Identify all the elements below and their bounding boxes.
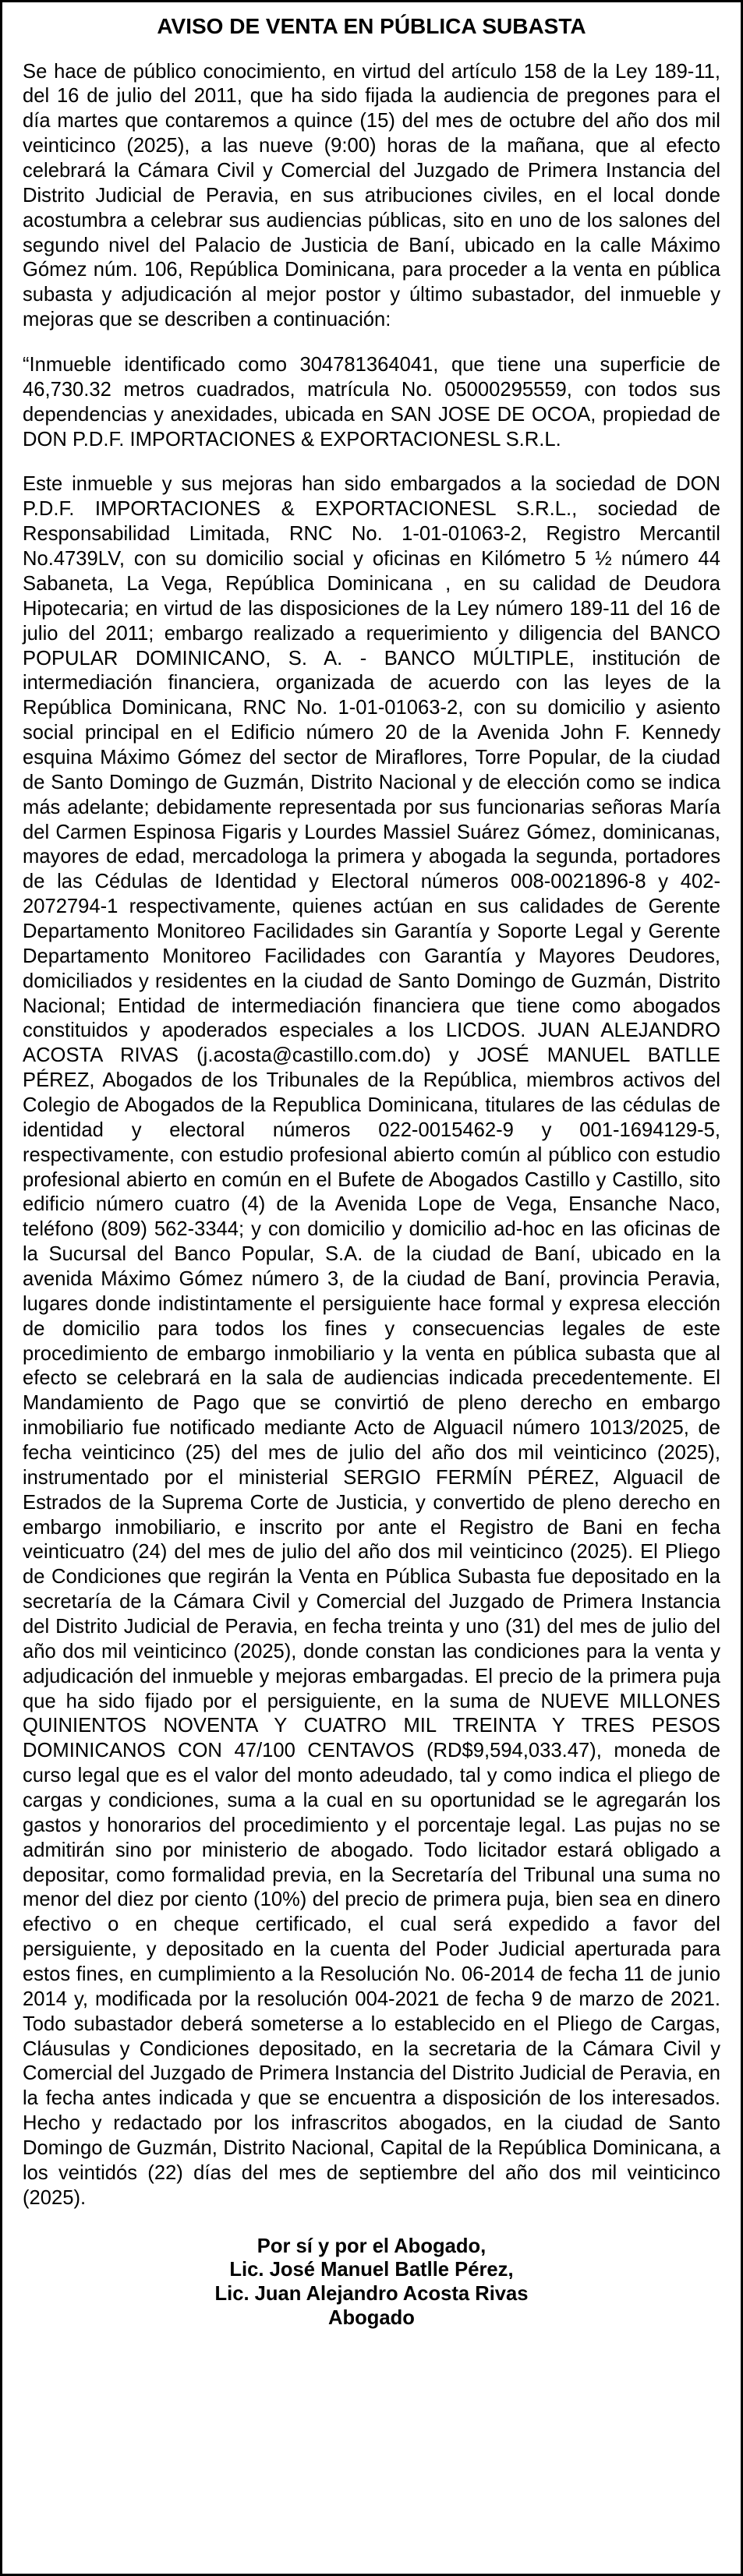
notice-paragraph-property: “Inmueble identificado como 304781364041, que tiene una superficie de 46,730.32 metros cuadrados, matrícula No. 05000295559, con todos sus dependencias y anexidades, ubicada en SAN JOSE DE OCOA, propiedad de DON P.D.F. IMPORTACIONES & EXPORTACIONESL S.R.L. xyxy=(23,354,720,451)
signature-line: Por sí y por el Abogado, xyxy=(257,2235,486,2257)
notice-paragraph-hearing: Se hace de público conocimiento, en virtud del artículo 158 de la Ley 189-11, del 16 de julio del 2011, que ha sido fijada la audiencia de pregones para el día martes que contaremos a quince (15) del mes de octubre del año dos mil veinticinco (2025), a las nueve (9:00) horas de la mañana, que al efecto celebrará la Cámara Civil y Comercial del Juzgado de Primera Instancia del Distrito Judicial de Peravia, en sus atribuciones civiles, en el local donde acostumbra a celebrar sus audiencias públicas, sito en uno de los salones del segundo nivel del Palacio de Justicia de Baní, ubicado en la calle Máximo Gómez núm. 106, República Dominicana, para proceder a la venta en pública subasta y adjudicación al mejor postor y último subastador, del inmueble y mejoras que se describen a continuación: xyxy=(23,60,720,331)
signature-line: Lic. Juan Alejandro Acosta Rivas xyxy=(214,2283,529,2306)
signature-line: Abogado xyxy=(328,2306,415,2329)
notice-paragraph-seizure: Este inmueble y sus mejoras han sido embargados a la sociedad de DON P.D.F. IMPORTACIONES & EXPORTACIONESL S.R.L., sociedad de Responsabilidad Limitada, RNC No. 1-01-01063-2, Registro Mercantil No.4739LV, con su domicilio social y oficinas en Kilómetro 5 ½ número 44 Sabaneta, La Vega, República Dominicana , en su calidad de Deudora Hipotecaria; en virtud de las disposiciones de la Ley número 189-11 del 16 de julio del 2011; embargo realizado a requerimiento y diligencia del BANCO POPULAR DOMINICANO, S. A. - BANCO MÚLTIPLE, institución de intermediación financiera, organizada de acuerdo con las leyes de la República Dominicana, RNC No. 1-01-01063-2, con su domicilio y asiento social principal en el Edificio número 20 de la Avenida John F. Kennedy esquina Máximo Gómez del sector de Miraflores, Torre Popular, de la ciudad de Santo Domingo de Guzmán, Distrito Nacional y de elección como se indica más adelante; debidamente representada por sus funcionarias señoras María del Carmen Espinosa Figaris y Lourdes Massiel Suárez Gómez, dominicanas, mayores de edad, mercadologa la primera y abogada la segunda, portadores de las Cédulas de Identidad y Electoral números 008-0021896-8 y 402-2072794-1 respectivamente, quienes actúan en sus calidades de Gerente Departamento Monitoreo Facilidades sin Garantía y Soporte Legal y Gerente Departamento Monitoreo Facilidades con Garantía y Mayores Deudores, domiciliados y residentes en la ciudad de Santo Domingo de Guzmán, Distrito Nacional; Entidad de intermediación financiera que tiene como abogados constituidos y apoderados especiales a los LICDOS. JUAN ALEJANDRO ACOSTA RIVAS (j.acosta@castillo.com.do) y JOSÉ MANUEL BATLLE PÉREZ, Abogados de los Tribunales de la República, miembros activos del Colegio de Abogados de la Republica Dominicana, titulares de las cédulas de identidad y electoral números 022-0015462-9 y 001-1694129-5, respectivamente, con estudio profesional abierto común al público con estudio profesional abierto en común en el Bufete de Abogados Castillo y Castillo, sito edificio número cuatro (4) de la Avenida Lope de Vega, Ensanche Naco, teléfono (809) 562-3344; y con domicilio y domicilio ad-hoc en las oficinas de la Sucursal del Banco Popular, S.A. de la ciudad de Baní, ubicado en la avenida Máximo Gómez número 3, de la ciudad de Baní, provincia Peravia, lugares donde indistintamente el persiguiente hace formal y expresa elección de domicilio para todos los fines y consecuencias legales de este procedimiento de embargo inmobiliario y la venta en pública subasta que al efecto se celebrará en la sala de audiencias indicada precedentemente. El Mandamiento de Pago que se convirtió de pleno derecho en embargo inmobiliario fue notificado mediante Acto de Alguacil número 1013/2025, de fecha veinticinco (25) del mes de julio del año dos mil veinticinco (2025), instrumentado por el ministerial SERGIO FERMÍN PÉREZ, Alguacil de Estrados de la Suprema Corte de Justicia, y convertido de pleno derecho en embargo inmobiliario, e inscrito por ante el Registro de Bani en fecha veinticuatro (24) del mes de julio del año dos mil veinticinco (2025). El Pliego de Condiciones que regirán la Venta en Pública Subasta fue depositado en la secretaría de la Cámara Civil y Comercial del Juzgado de Primera Instancia del Distrito Judicial de Peravia, en fecha treinta y uno (31) del mes de julio del año dos mil veinticinco (2025), donde constan las condiciones para la venta y adjudicación del inmueble y mejoras embargadas. El precio de la primera puja que ha sido fijado por el persiguiente, en la suma de NUEVE MILLONES QUINIENTOS NOVENTA Y CUATRO MIL TREINTA Y TRES PESOS DOMINICANOS CON 47/100 CENTAVOS (RD$9,594,033.47), moneda de curso legal que es el valor del monto adeudado, tal y como indica el pliego de cargas y condiciones, suma a la cual en su oportunidad se le agregarán los gastos y honorarios del procedimiento y el porcentaje legal. Las pujas no se admitirán sino por ministerio de abogado. Todo licitador estará obligado a depositar, como formalidad previa, en la Secretaría del Tribunal una suma no menor del diez por ciento (10%) del precio de primera puja, bien sea en dinero efectivo o en cheque certificado, el cual será expedido a favor del persiguiente, y depositado en la cuenta del Poder Judicial aperturada para estos fines, en cumplimiento a la Resolución No. 06-2014 de fecha 11 de junio 2014 y, modificada por la resolución 004-2021 de fecha 9 de marzo de 2021. Todo subastador deberá someterse a lo establecido en el Pliego de Cargas, Cláusulas y Condiciones depositado, en la secretaria de la Cámara Civil y Comercial del Juzgado de Primera Instancia del Distrito Judicial de Peravia, en la fecha antes indicada y que se encuentra a disposición de los interesados. Hecho y redactado por los infrascritos abogados, en la ciudad de Santo Domingo de Guzmán, Distrito Nacional, Capital de la República Dominicana, a los veintidós (22) días del mes de septiembre del año dos mil veinticinco (2025). xyxy=(23,473,720,2209)
signature-line: Lic. José Manuel Batlle Pérez, xyxy=(229,2259,514,2281)
signature-block xyxy=(23,2235,720,2330)
notice-title: AVISO DE VENTA EN PÚBLICA SUBASTA xyxy=(157,14,586,38)
